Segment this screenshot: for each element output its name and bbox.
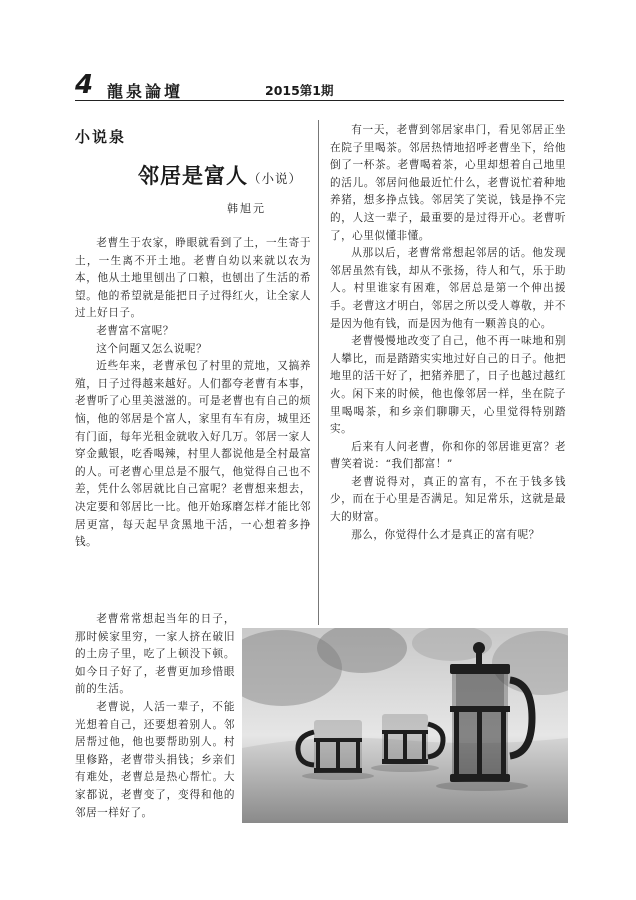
body-column-right xyxy=(330,122,566,610)
paragraph: 老曹慢慢地改变了自己，他不再一味地和别人攀比，而是踏踏实实地过好自己的日子。他把地里的活干好了，把猪养肥了，日子也越过越红火。闲下来的时候，他也像邻居一样，坐在院子里喝喝茶，和乡亲们聊聊天，心里觉得特别踏实。 xyxy=(330,335,566,436)
article-title xyxy=(138,160,302,190)
article-subtitle: （小说） xyxy=(248,171,303,186)
body-column-left-bottom xyxy=(75,611,235,823)
paragraph: 有一天，老曹到邻居家串门，看见邻居正坐在院子里喝茶。邻居热情地招呼老曹坐下，给他倒了一杯茶。老曹喝着茶，心里却想着自己地里的活儿。邻居问他最近忙什么，老曹说忙着种地养猪，想多挣点钱。邻居笑了笑说，钱是挣不完的，人这一辈子，最重要的是过得开心。老曹听了，心里似懂非懂。 xyxy=(330,124,566,242)
french-press-photo xyxy=(242,628,568,823)
paragraph: 老曹说得对，真正的富有，不在于钱多钱少，而在于心里是否满足。知足常乐，这就是最大的财富。 xyxy=(330,475,566,524)
journal-name: 龍泉論壇 xyxy=(107,82,184,101)
paragraph: 近些年来，老曹承包了村里的荒地，又搞养殖，日子过得越来越好。人们都夸老曹有本事，老曹听了心里美滋滋的。可是老曹也有自己的烦恼，他的邻居是个富人，家里有车有房，城里还有门面，每年光租金就收入好几万。邻居一家人穿金戴银，吃香喝辣，村里人都说他是全村最富的人。可老曹心里总是不服气，他觉得自己也不差，凭什么邻居就比自己富呢？老曹想来想去，决定要和邻居比一比。他开始琢磨怎样才能比邻居更富，每天起早贪黑地干活，一心想着多挣钱。 xyxy=(75,360,311,549)
paragraph: 老曹生于农家，睁眼就看到了土，一生寄于土，一生离不开土地。老曹自幼以来就以农为本，他从土地里刨出了口粮，也刨出了生活的希望。他的希望就是能把日子过得红火，让全家人过上好日子。 xyxy=(75,237,311,320)
paragraph: 老曹常常想起当年的日子，那时候家里穷，一家人挤在破旧的土房子里，吃了上顿没下顿。如今日子好了，老曹更加珍惜眼前的生活。 xyxy=(75,613,235,696)
paragraph: 后来有人问老曹，你和你的邻居谁更富？老曹笑着说：“我们都富！” xyxy=(330,440,566,471)
section-label: 小说泉 xyxy=(75,128,127,146)
page-number-mark: 4 xyxy=(75,70,94,100)
body-column-left-top xyxy=(75,235,311,611)
column-divider xyxy=(318,120,319,625)
page-header xyxy=(75,70,564,101)
paragraph: 从那以后，老曹常常想起邻居的话。他发现邻居虽然有钱，却从不张扬，待人和气，乐于助人。村里谁家有困难，邻居总是第一个伸出援手。老曹这才明白，邻居之所以受人尊敬，并不是因为他有钱，而是因为他有一颗善良的心。 xyxy=(330,247,566,330)
article-author: 韩旭元 xyxy=(227,202,266,215)
paragraph: 老曹富不富呢？ xyxy=(96,324,174,337)
paragraph: 这个问题又怎么说呢？ xyxy=(96,342,208,355)
issue-number: 2015第1期 xyxy=(265,83,334,98)
french-press-and-glass-cups-photo-icon xyxy=(242,628,568,823)
paragraph: 老曹说，人活一辈子，不能光想着自己，还要想着别人。邻居帮过他，他也要帮助别人。村里修路，老曹带头捐钱；乡亲们有难处，老曹总是热心帮忙。大家都说，老曹变了，变得和他的邻居一样好了。 xyxy=(75,700,235,819)
header-rule xyxy=(75,100,564,101)
article-title-text: 邻居是富人 xyxy=(138,164,248,188)
paragraph: 那么，你觉得什么才是真正的富有呢？ xyxy=(351,528,540,541)
